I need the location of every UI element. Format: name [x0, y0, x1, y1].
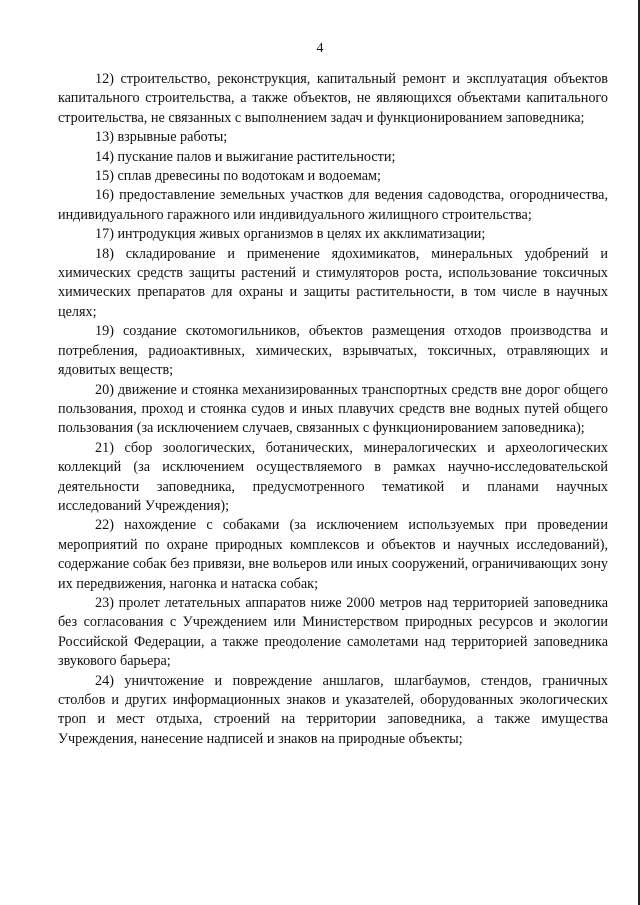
list-item: 15) сплав древесины по водотокам и водоемам; — [95, 168, 381, 185]
list-item: 23) пролет летательных аппаратов ниже 2000 метров над территорией заповедника без согласования с Учреждением или Министерством природных ресурсов и экологии Российской Федерации, а также преодоление самолетами над территорией заповедника звукового барьера; — [58, 594, 608, 670]
document-body — [58, 70, 608, 749]
list-item: 22) нахождение с собаками (за исключением используемых при проведении мероприятий по охране природных комплексов и объектов и научных исследований), содержание собак без привязи, вне вольеров или иных сооружений, ограничивающих зону их передвижения, нагонка и натаска собак; — [58, 517, 608, 592]
list-item: 18) складирование и применение ядохимикатов, минеральных удобрений и химических средств защиты растений и стимуляторов роста, использование токсичных химических препаратов для охраны и защиты растительности, в том числе в научных целях; — [58, 245, 608, 320]
list-item: 13) взрывные работы; — [95, 129, 228, 146]
page-number: 4 — [316, 41, 324, 56]
list-item: 16) предоставление земельных участков для ведения садоводства, огородничества, индивидуального гаражного или индивидуального жилищного строительства; — [58, 187, 608, 223]
list-item: 12) строительство, реконструкция, капитальный ремонт и эксплуатация объектов капитального строительства, а также объектов, не являющихся объектами капитального строительства, не связанных с выполнением задач и функционированием заповедника; — [58, 71, 608, 126]
list-item: 20) движение и стоянка механизированных транспортных средств вне дорог общего пользования, проход и стоянка судов и иных плавучих средств вне водных путей общего пользования (за исключением случаев, связанных с функционированием заповедника); — [58, 381, 608, 437]
list-item: 14) пускание палов и выжигание растительности; — [95, 148, 396, 165]
list-item: 24) уничтожение и повреждение аншлагов, шлагбаумов, стендов, граничных столбов и других информационных знаков и указателей, оборудованных экологических троп и мест отдыха, строений на территории заповедника, а также имущества Учреждения, нанесение надписей и знаков на природные объекты; — [58, 672, 608, 747]
list-item: 17) интродукция живых организмов в целях их акклиматизации; — [95, 226, 486, 243]
list-item: 21) сбор зоологических, ботанических, минералогических и археологических коллекций (за исключением осуществляемого в рамках научно-исследовательской деятельности заповедника, предусмотренного тематикой и планами научных исследований Учреждения); — [58, 439, 608, 514]
list-item: 19) создание скотомогильников, объектов размещения отходов производства и потребления, радиоактивных, химических, взрывчатых, токсичных, отравляющих и ядовитых веществ; — [58, 323, 608, 379]
